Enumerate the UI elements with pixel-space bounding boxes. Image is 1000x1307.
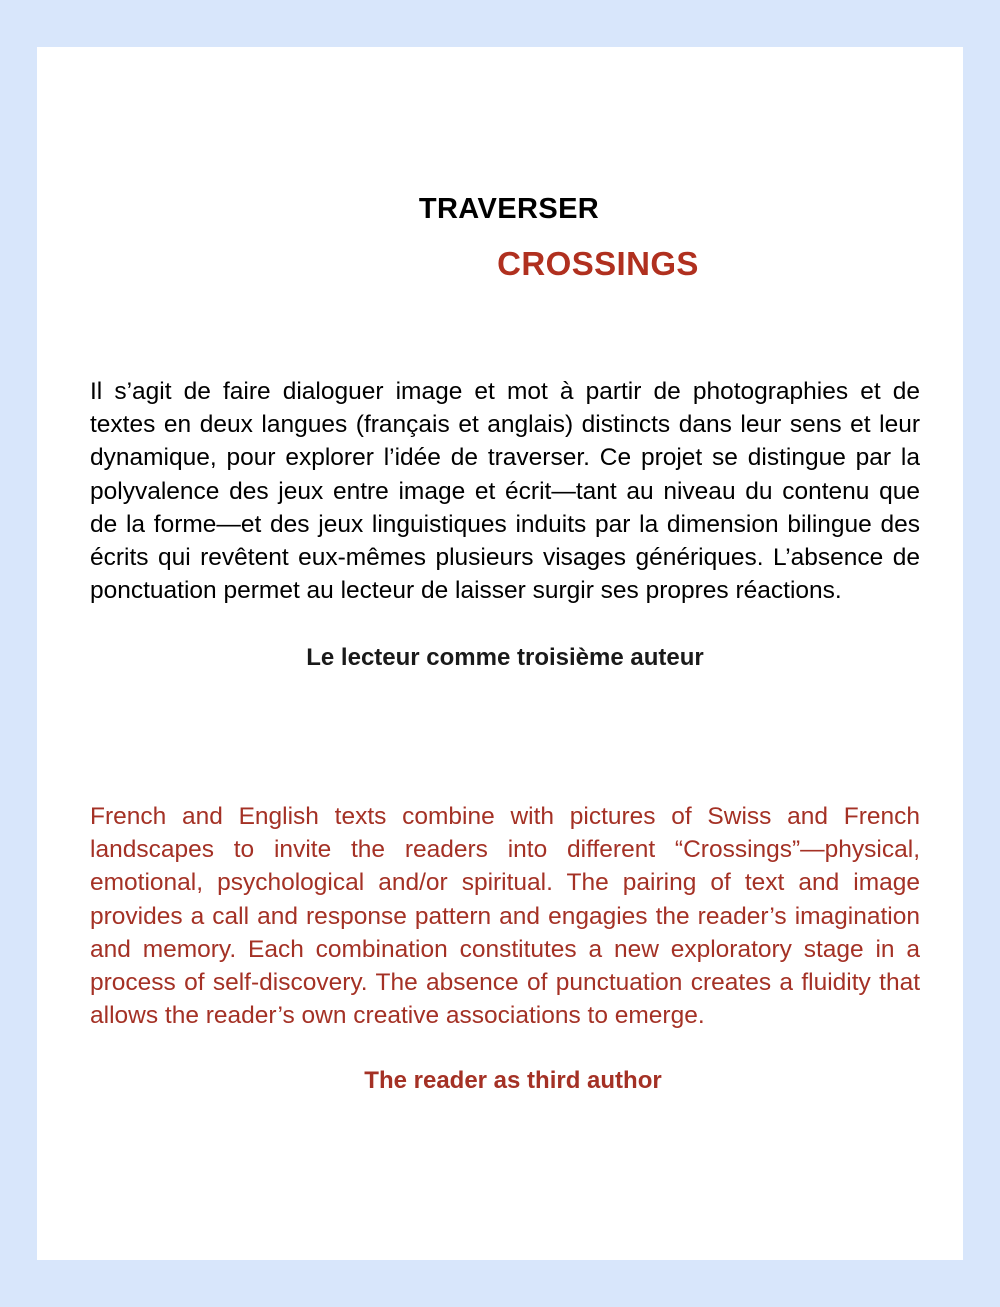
page-content [90,47,920,1260]
page-title-french: TRAVERSER [418,193,600,225]
document-page [37,47,963,1260]
french-tagline: Le lecteur comme troisième auteur [306,644,704,671]
page-title-english: CROSSINGS [497,245,699,282]
english-tagline: The reader as third author [364,1067,662,1094]
english-body-paragraph: French and English texts combine with pictures of Swiss and French landscapes to invite the readers into different “Crossings”—physical, emotional, psychological and/or spiritual. The pairing of text and image provides a call and response pattern and engagies the reader’s imagination and memory. Each combination constitutes a new exploratory stage in a process of self-discovery. The absence of punctuation creates a fluidity that allows the reader’s own creative associations to emerge. [90,803,920,1030]
french-body-paragraph: Il s’agit de faire dialoguer image et mot à partir de photographies et de textes en deux langues (français et anglais) distincts dans leur sens et leur dynamique, pour explorer l’idée de traverser. Ce projet se distingue par la polyvalence des jeux entre image et écrit—tant au niveau du contenu que de la forme—et des jeux linguistiques induits par la dimension bilingue des écrits qui revêtent eux-mêmes plusieurs visages génériques. L’absence de ponctuation permet au lecteur de laisser surgir ses propres réactions. [90,378,920,605]
title-block [90,189,920,286]
